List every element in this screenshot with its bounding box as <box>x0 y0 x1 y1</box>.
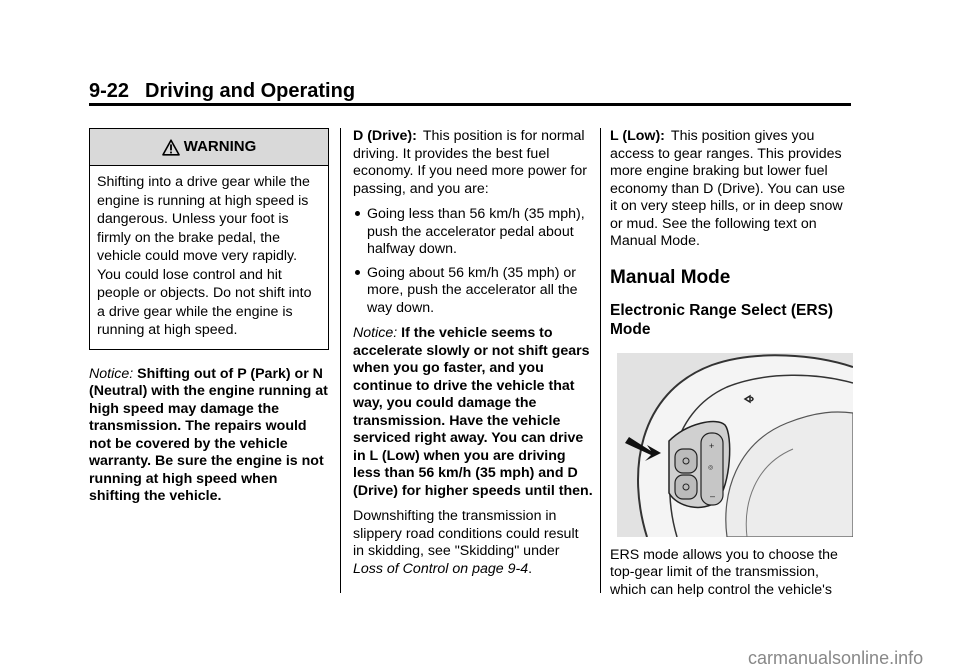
warning-triangle-icon <box>162 139 180 156</box>
steering-wheel-ers-illustration <box>617 353 853 537</box>
section-title: Driving and Operating <box>145 80 356 102</box>
bullet-icon <box>355 211 360 216</box>
notice-label: Notice: <box>353 325 398 341</box>
svg-text:◎: ◎ <box>708 464 714 471</box>
column-right <box>610 128 854 599</box>
column-divider <box>340 128 341 593</box>
low-paragraph <box>610 128 854 251</box>
page-number: 9-22 <box>89 80 130 102</box>
notice-park <box>89 366 329 506</box>
watermark: carmanualsonline.info <box>748 648 924 668</box>
drive-bullets <box>353 206 593 317</box>
warning-body: Shifting into a drive gear while the engine is running at high speed is dangerous. Unless your foot is firmly on the brake pedal, the vehicle could move very rapidly. You could lose control and hit people or objects. Do not shift into a drive gear while the engine is running at high speed. <box>97 174 312 338</box>
header-rule <box>89 103 851 106</box>
svg-text:–: – <box>710 490 716 501</box>
drive-text: This position is for normal driving. It provides the best fuel economy. If you need more power for passing, and you are: <box>353 128 587 197</box>
notice-text: If the vehicle seems to accelerate slowly or not shift gears when you go faster, and you continue to drive the vehicle that way, you could damage the transmission. Have the vehicle serviced right away. You can drive in L (Low) when you are driving less than 56 km/h (35 mph) and D (Drive) for higher speeds until then. <box>353 325 593 499</box>
warning-title: WARNING <box>183 138 257 156</box>
cross-reference-link[interactable]: Loss of Control on page 9-4 <box>353 560 529 577</box>
list-item: Going about 56 km/h (35 mph) or more, push the accelerator all the way down. <box>353 265 593 318</box>
manual-mode-heading: Manual Mode <box>610 266 731 288</box>
low-term: L (Low): <box>610 128 665 144</box>
column-divider <box>600 128 601 593</box>
column-middle <box>353 128 593 586</box>
warning-box <box>89 128 329 350</box>
warning-header <box>90 129 328 166</box>
drive-paragraph <box>353 128 593 198</box>
drive-term: D (Drive): <box>353 128 417 144</box>
notice-label: Notice: <box>89 365 134 382</box>
svg-text:+: + <box>709 440 715 451</box>
ers-heading: Electronic Range Select (ERS) Mode <box>610 301 834 338</box>
downshift-paragraph: Downshifting the transmission in slippery road conditions could result in skidding, see "Skidding" under Loss of Control on page 9-4. <box>353 508 579 577</box>
ers-caption: ERS mode allows you to choose the top-gear limit of the transmission, which can help control the vehicle's <box>610 546 838 598</box>
notice-accelerate <box>353 325 593 500</box>
list-item: Going less than 56 km/h (35 mph), push the accelerator pedal about halfway down. <box>353 206 593 259</box>
notice-text: Shifting out of P (Park) or N (Neutral) with the engine running at high speed may damage the transmission. The repairs would not be covered by the vehicle warranty. Be sure the engine is not running at high speed when shifting the vehicle. <box>89 365 328 504</box>
low-text: This position gives you access to gear ranges. This provides more engine braking but lower fuel economy than D (Drive). You can use it on very steep hills, or in deep snow or mud. See the following text on Manual Mode. <box>610 128 846 249</box>
column-left <box>89 128 329 506</box>
bullet-icon <box>355 270 360 275</box>
